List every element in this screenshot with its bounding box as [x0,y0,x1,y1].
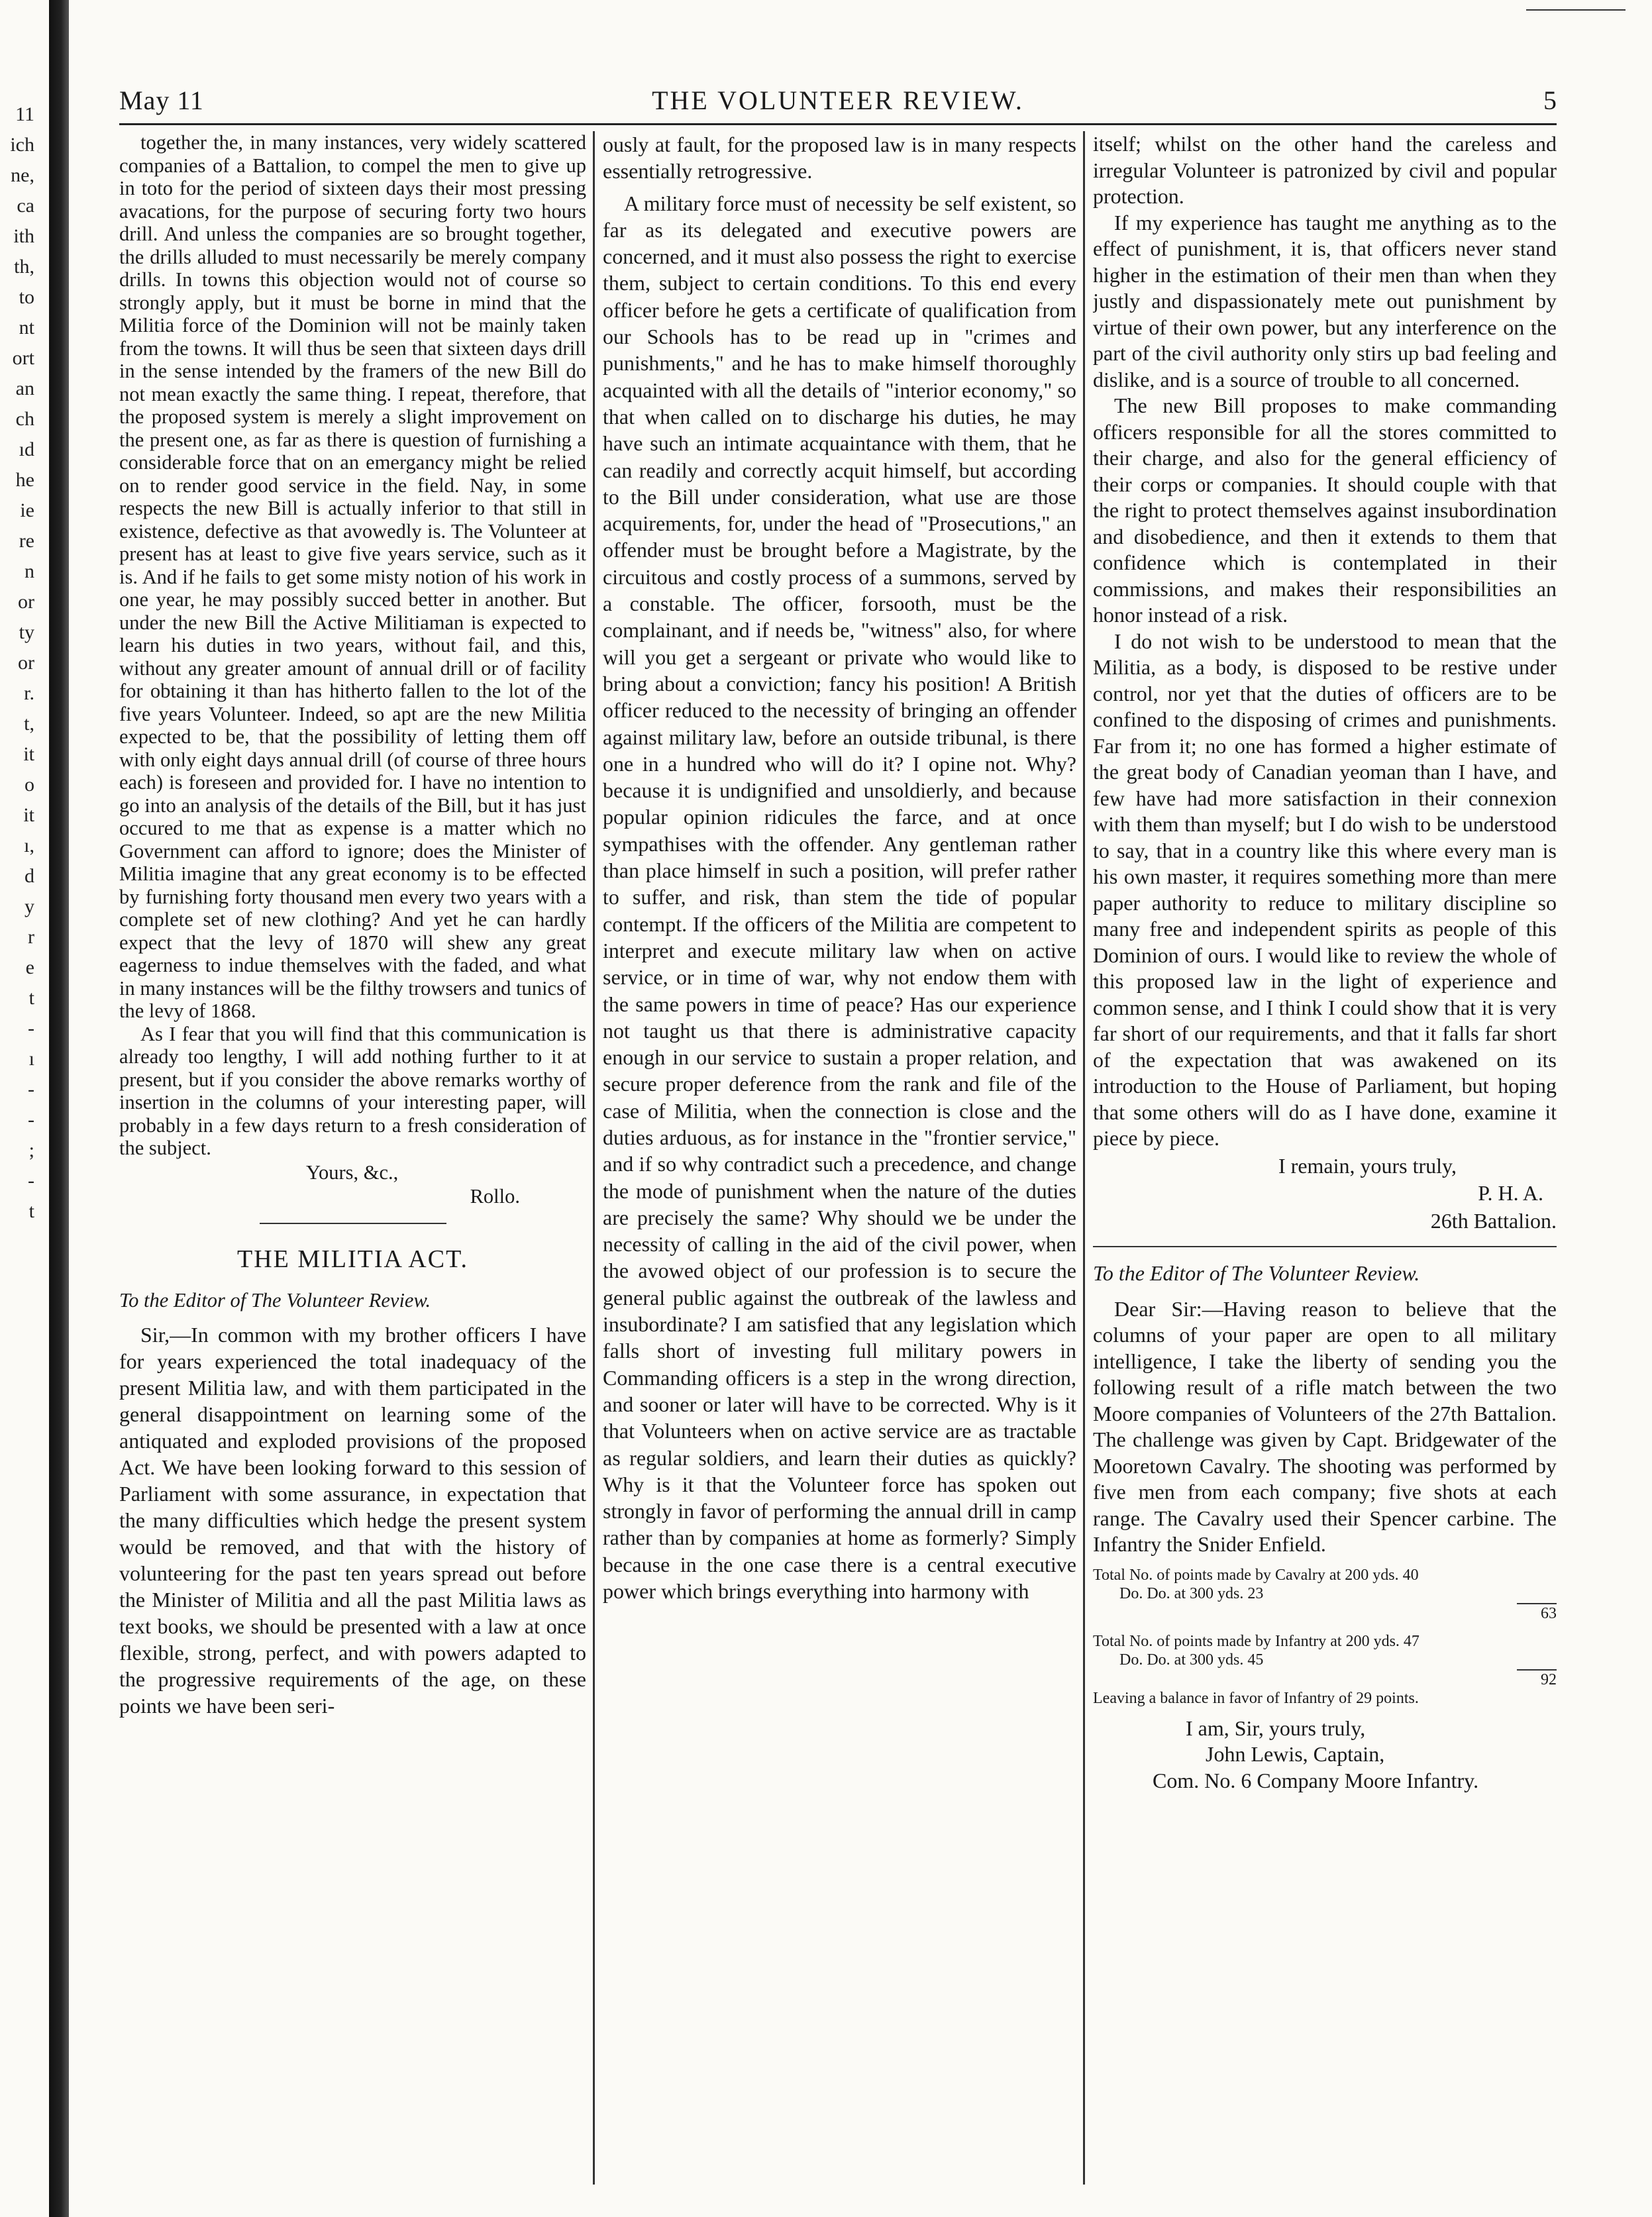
score-line: Total No. of points made by Infantry at 200 yds. 47 [1093,1632,1420,1650]
gutter-fragment: o [25,774,34,796]
gutter-fragment: or [18,591,34,613]
editor-salutation: To the Editor of The Volunteer Review. [119,1289,431,1312]
header-rule [119,123,1557,125]
score-total: 63 [1517,1603,1557,1623]
corner-rule [1526,9,1626,11]
letter-closing [1093,1716,1557,1794]
gutter-fragment: ty [19,621,34,643]
gutter-fragment: it [23,804,34,826]
gutter-fragment: r [28,926,34,948]
gutter-fragment: ı [28,1048,34,1070]
article-paragraph: together the, in many instances, very widely scattered companies of a Battalion, to compel the men to give up in toto for the period of sixteen days their most pressing avacations, for the purpose of securing forty two hours drill. And unless the companies are so brought together, the drills alluded to must necessarily be merely company drills. In towns this objection would not of course so strongly apply, but it must be borne in mind that the Militia force of the Dominion will not be mainly taken from the towns. It will thus be seen that sixteen days drill in the sense intended by the framers of the new Bill do not mean exactly the same thing. I repeat, therefore, that the proposed system is merely a slight improvement on the present one, as far as there is question of furnishing a considerable force that on an emergancy might be relied on to render good service in the field. Nay, in some respects the new Bill is actually inferior to that still in existence, defective as that avowedly is. The Volunteer at present has at least to give five years service, such as it is. And if he fails to get some misty notion of his work in one year, he may possibly succed better in another. But under the new Bill the Active Militiaman is expected to learn his duties in two years, without fail, and this, without any greater amount of annual drill or of facility for obtaining it than has hitherto fallen to the lot of the five years Volunteer. Indeed, so apt are the new Militia expected to be, that the possibility of letting them off with only eight days annual drill (of course of three hours each) is foreseen and provided for. I have no intention to go into an analysis of the details of the Bill, but it has just occured to me that as expense is a matter which no Government can afford to ignore; does the Minister of Militia imagine that any great economy is to be effected by furnishing forty thousand men every two years with a complete set of new clothing? And yet he can hardly expect that the levy of 1870 will shew any great eagerness to indue themselves with the faded, and what in many instances will be the filthy trowsers and tunics of the levy of 1868. [119,131,586,1022]
score-line: Do. Do. at 300 yds. 45 [1119,1651,1264,1669]
gutter-fragment: - [28,1078,34,1100]
gutter-fragment: - [28,1017,34,1039]
article-paragraph: If my experience has taught me anything as to the effect of punishment, it is, that officers never stand higher in the estimation of their men than when they justly and dispassionately mete out punishment by virtue of their own power, but any interference on the part of the civil authority only stirs up bad feeling and dislike, and is a source of trouble to all concerned. [1093,210,1557,391]
signature: Rollo. [470,1185,520,1208]
section-heading: THE MILITIA ACT. [237,1245,468,1273]
article-paragraph: itself; whilst on the other hand the careless and irregular Volunteer is patronized by civil and popular protection. [1093,132,1557,208]
score-line: Do. Do. at 300 yds. 23 [1119,1584,1264,1602]
closing-line: John Lewis, Captain, [1206,1742,1385,1766]
binding-shadow [49,0,69,2217]
editor-salutation: To the Editor of The Volunteer Review. [1093,1261,1420,1285]
column-divider [1083,131,1085,2185]
closing-line: Com. No. 6 Company Moore Infantry. [1153,1768,1479,1792]
gutter-fragment: t, [24,713,34,735]
article-paragraph: A military force must of necessity be self existent, so far as its delegated and executive powers are concerned, and it must also possess the right to exercise them, subject to certain conditions. To this end every officer before he gets a certificate of qualification from our Schools has to be read up in "crimes and punishments," and he has to make himself thoroughly acquainted with all the details of "interior economy," so that when called on to discharge his duties, he may have such an intimate acquaintance with them, that he can readily and correctly acquit himself, but according to the Bill under consideration, what use are those acquirements, for, under the head of "Prosecutions," an offender must be brought before a Magistrate, by the circuitous and costly process of a summons, served by a constable. The officer, forsooth, must be the complainant, and if needs be, "witness" also, for where will you get a sergeant or private who would like to bring about a conviction; fancy his position! A British officer reduced to the necessity of bringing an offender against military law, before an outside tribunal, is there one in a hundred who will do it? I opine not. Why? because it is undignified and unsoldierly, and because popular opinion ridicules the farce, and at once sympathises with the offender. Any gentleman rather than place himself in such a position, will prefer rather to suffer, and risk, than stem the tide of popular contempt. If the officers of the Militia are competent to interpret and execute military law when on active service, or in time of war, why not endow them with the same powers in time of peace? Has our experience not taught us that there is administrative capacity enough in our service to sustain a proper relation, and secure proper deference from the rank and file of the case of Militia, when the connection is close and the duties arduous, as for instance in the "frontier service," and if so why contradict such a precedence, and change the mode of punishment when the nature of the duties are precisely the same? Why should we be under the necessity of calling in the aid of the civil power, when the avowed object of our profession is to secure the general public against the outbreak of the lawless and insubordinate? I am satisfied that any legislation which falls short of investing full military powers in Commanding officers is a step in the wrong direction, and sooner or later will have to be corrected. Why is it that Volunteers when on active service are as tractable as regular soldiers, and learn their duties as quickly? Why is it that the Volunteer force has spoken out strongly in favor of performing the annual drill in camp rather than by companies at home as formerly? Simply because in the one case there is a central executive power which brings everything into harmony with [603,191,1076,1604]
score-balance: Leaving a balance in favor of Infantry of 29 points. [1093,1689,1419,1707]
score-line: Total No. of points made by Cavalry at 200 yds. 40 [1093,1566,1419,1584]
column-1 [119,131,586,2178]
publication-title: THE VOLUNTEER REVIEW. [652,85,1024,115]
column-divider [593,131,595,2185]
gutter-fragment: an [15,378,34,399]
page-number: 5 [1543,85,1557,115]
gutter-fragment: to [19,286,34,308]
closing-line: I am, Sir, yours truly, [1186,1716,1366,1740]
gutter-fragment: t [28,987,34,1009]
gutter-fragment: t [28,1200,34,1222]
gutter-fragment: ca [17,195,34,217]
page-header [119,85,1557,123]
letter-paragraph: Sir,—In common with my brother officers I have for years experienced the total inadequacy of the present Militia law, and with them participated in the general disappointment on learning some of the antiquated and exploded provisions of the proposed Act. We have been looking forward to this session of Parliament with some assurance, in expectation that the many difficulties which hedge the present system would be removed, and that with the history of volunteering for the past ten years spread out before the Minister of Militia and all the past Militia laws as text books, we should be presented with a law at once flexible, strong, perfect, and with powers adapted to the progressive requirements of the age, on these points we have been seri- [119,1322,586,1718]
gutter-fragment: e [25,956,34,978]
gutter-fragment: re [19,530,34,552]
gutter-fragment: ie [20,499,34,521]
score-total: 92 [1517,1669,1557,1689]
article-paragraph: I do not wish to be understood to mean that the Militia, as a body, is disposed to be restive under control, nor yet that the duties of officers are to be confined to the disposing of crimes and punishments. Far from it; no one has formed a higher estimate of the great body of Canadian yeoman than I have, and few have had more satisfaction in their connexion with them than myself; but I do wish to be understood to say, that in a country like this where every man is his own master, it requires something more than mere paper authority to reduce to military discipline so many free and independent spirits as people of this Dominion of ours. I would like to review the whole of this proposed law in the light of experience and common sense, and I think I could show that it is very far short of our requirements, and that it falls far short of the expectation that was awakened on its introduction to the House of Parliament, but hoping that some others will do as I have done, examine it piece by piece. [1093,629,1557,1150]
gutter-fragment: ıd [19,438,34,460]
gutter-fragment: ith [13,225,34,247]
gutter-fragment: r. [24,682,34,704]
column-3 [1093,131,1557,2178]
gutter-fragment: n [25,560,34,582]
adjacent-page-fragments [0,99,40,1227]
left-margin [0,0,41,2217]
gutter-fragment: - [28,1170,34,1192]
article-paragraph: ously at fault, for the proposed law is in many respects essentially retrogressive. [603,132,1076,183]
column-2 [603,131,1076,2178]
gutter-fragment: d [25,865,34,887]
gutter-fragment: 11 [15,103,34,125]
signature-initials: P. H. A. [1478,1181,1543,1205]
article-divider [1093,1246,1557,1247]
signoff: I remain, yours truly, [1278,1153,1457,1178]
issue-date: May 11 [119,85,204,115]
score-table [1093,1566,1557,1708]
gutter-fragment: ch [15,408,34,430]
gutter-fragment: it [23,743,34,765]
gutter-fragment: nt [19,317,34,338]
gutter-fragment: or [18,652,34,674]
article-paragraph: The new Bill proposes to make commanding officers responsible for all the stores committed to their charge, and also for the general efficiency of their corps or companies. It should couple with that the right to protect themselves against insubordination and disobedience, and then it extends to them that confidence which is contemplated in their commissions, and makes their responsibilities an honor instead of a risk. [1093,393,1557,627]
signoff: Yours, &c., [306,1160,399,1184]
gutter-fragment: ; [28,1139,34,1161]
gutter-fragment: ı, [24,835,34,856]
letter-paragraph: Dear Sir:—Having reason to believe that the columns of your paper are open to all military intelligence, I take the liberty of sending you the following result of a rifle match between the two Moore companies of Volunteers of the 27th Battalion. The challenge was given by Capt. Bridgewater of the Mooretown Cavalry. The shooting was performed by five men from each company; five shots at each range. The Cavalry used their Spencer carbine. The Infantry the Snider Enfield. [1093,1296,1557,1556]
gutter-fragment: ich [10,134,34,156]
article-divider [260,1223,446,1224]
article-paragraph: As I fear that you will find that this communication is already too lengthy, I will add nothing further to it at present, but if you consider the above remarks worthy of insertion in the columns of your interesting paper, will probably in a few days return to a fresh consideration of the subject. [119,1022,586,1159]
gutter-fragment: y [25,896,34,917]
gutter-fragment: th, [14,256,34,278]
gutter-fragment: - [28,1109,34,1131]
gutter-fragment: he [15,469,34,491]
gutter-fragment: ne, [11,164,34,186]
signature-unit: 26th Battalion. [1430,1208,1557,1233]
gutter-fragment: ort [12,347,34,369]
